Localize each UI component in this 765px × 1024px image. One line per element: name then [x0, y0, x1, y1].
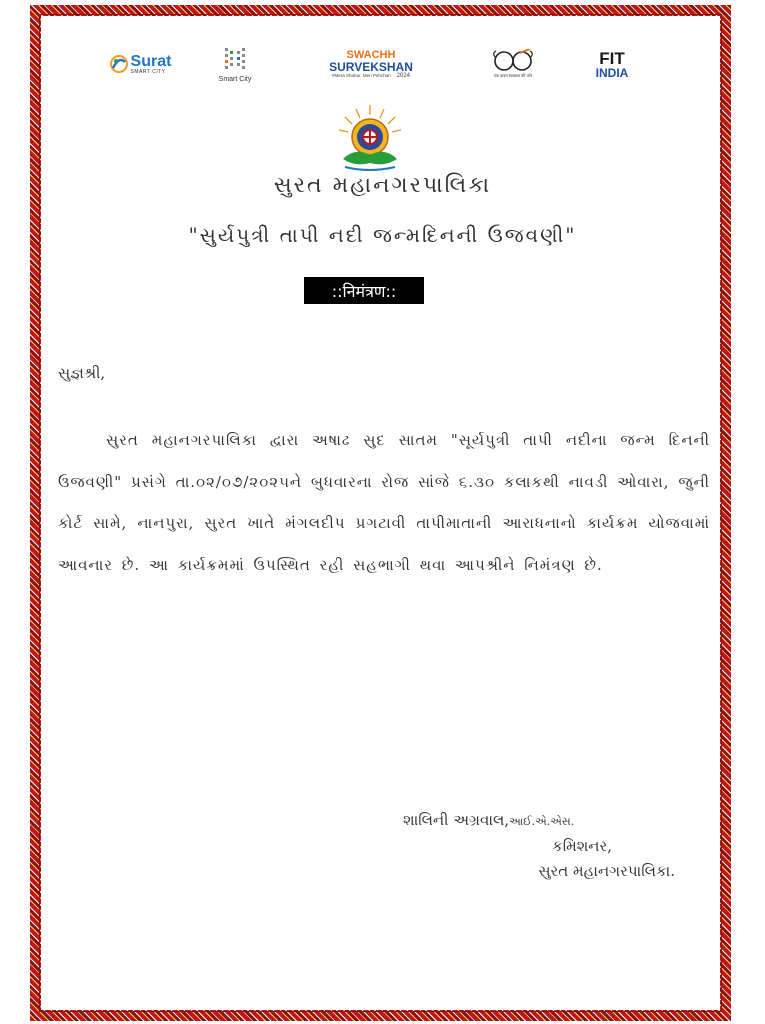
swachh-logo-line1: SWACHH	[346, 48, 396, 61]
signatory-name-line	[395, 808, 685, 834]
surat-smart-city-logo	[100, 38, 180, 90]
surat-logo-icon	[109, 54, 129, 74]
swachh-logo-tagline: #Mera Shahar, Meri Pehchan	[332, 72, 391, 78]
gandhi-glasses-icon	[490, 49, 536, 73]
signatory-organization: સુરત મહાનગરપાલિકા.	[538, 862, 675, 880]
org-title: સુરત મહાનગરપાલિકા	[273, 173, 492, 198]
logo-strip	[95, 38, 655, 90]
invitation-body: સુરત મહાનગરપાલિકા દ્વારા અષાઢ સુદ સાતમ "સૂર્યપુત્રી તાપી નદીના જન્મ દિનની ઉજવણી" પ્રસંગે તા.૦૨/૦૭/૨૦૨૫ને બુધવારના રોજ સાંજે ૬.૩૦ કલાકથી નાવડી ઓવારા, જુની કોર્ટ સામે, નાનપુરા, સુરત ખાતે મંગલદીપ પ્રગટાવી તાપીમાતાની આરાધનાનો કાર્યક્રમ યોજવામાં આવનાર છે. આ કાર્યક્રમમાં ઉપસ્થિત રહી સહભાગી થવા આપશ્રીને નિમંત્રણ છે.	[58, 431, 710, 574]
surat-logo-name: Surat	[130, 52, 172, 70]
signatory-designation: કમિશનર,	[552, 837, 612, 855]
signatory-name: શાલિની અગ્રવાલ,	[403, 811, 510, 829]
swachh-logo-year: 2024	[396, 72, 410, 79]
fit-india-logo	[583, 38, 641, 90]
smart-city-mission-logo	[207, 38, 263, 90]
swachh-bharat-tagline: एक कदम स्वच्छता की ओर	[493, 73, 533, 78]
smc-emblem-icon	[333, 103, 407, 175]
swachh-survekshan-logo	[315, 38, 427, 90]
swachh-logo-line2: SURVEKSHAN	[329, 59, 413, 74]
smart-city-logo-name: Smart City	[218, 75, 252, 83]
salutation: સુજ્ઞશ્રી,	[58, 364, 106, 382]
fit-logo-line1: FIT	[599, 48, 625, 68]
surat-logo-tagline: SMART CITY	[130, 68, 166, 75]
invitation-badge: ::निमंत्रण::	[304, 277, 424, 304]
signature-block	[395, 808, 685, 884]
smart-city-icon	[222, 46, 248, 74]
event-title: "સુર્યપુત્રી તાપી નદી જન્મદિનની ઉજવણી"	[188, 223, 577, 247]
swachh-bharat-logo	[488, 38, 538, 90]
fit-logo-line2: INDIA	[595, 65, 629, 80]
signatory-credential: આઈ.એ.એસ.	[509, 815, 575, 828]
